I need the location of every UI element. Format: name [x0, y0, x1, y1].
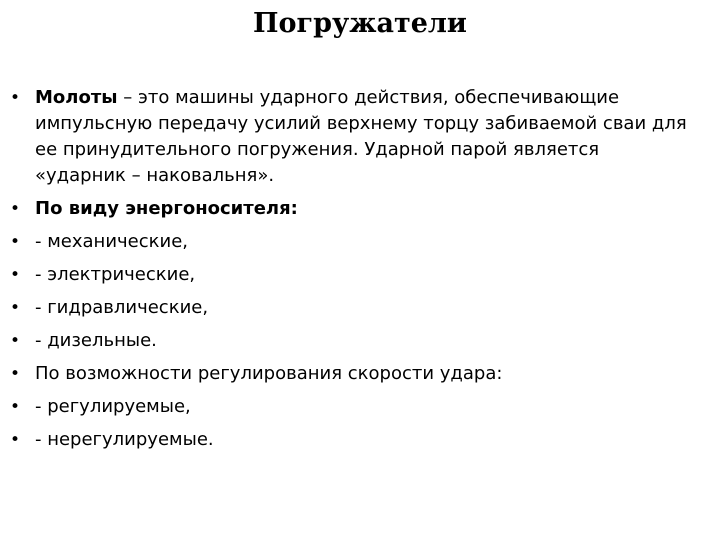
bullet-dot-icon: •	[10, 298, 21, 318]
bullet-dot-icon: •	[10, 232, 21, 252]
slide-title: Погружатели	[253, 8, 467, 39]
bullet-text: - регулируемые,	[35, 396, 191, 417]
bullet-item-non-adjustable	[10, 427, 690, 453]
bullet-text: - дизельные.	[35, 330, 157, 351]
bullet-bold-text: По виду энергоносителя:	[35, 198, 298, 219]
bullet-item-electric	[10, 262, 690, 288]
bullet-dot-icon: •	[10, 430, 21, 450]
bullet-dot-icon: •	[10, 331, 21, 351]
bullet-text: - механические,	[35, 231, 188, 252]
bullet-item-speed-heading	[10, 361, 690, 387]
bullet-dot-icon: •	[10, 364, 21, 384]
bullet-bold-text: Молоты	[35, 87, 118, 108]
bullet-dot-icon: •	[10, 199, 21, 219]
bullet-dot-icon: •	[10, 88, 21, 108]
bullet-item-hydraulic	[10, 295, 690, 321]
bullet-item-hammers	[10, 85, 690, 189]
bullet-text: - нерегулируемые.	[35, 429, 214, 450]
bullet-text: - гидравлические,	[35, 297, 209, 318]
bullet-item-mechanical	[10, 229, 690, 255]
bullet-item-energy-heading	[10, 196, 690, 222]
bullet-text: - электрические,	[35, 264, 196, 285]
bullet-dot-icon: •	[10, 397, 21, 417]
bullet-dot-icon: •	[10, 265, 21, 285]
bullet-text: – это машины ударного действия, обеспечивающие импульсную передачу усилий верхнему торцу забиваемой сваи для ее принудительного погружения. Ударной парой является «ударник – наковальня».	[35, 87, 687, 186]
bullet-item-adjustable	[10, 394, 690, 420]
bullet-text: По возможности регулирования скорости удара:	[35, 363, 503, 384]
bullet-list	[10, 85, 690, 460]
bullet-item-diesel	[10, 328, 690, 354]
